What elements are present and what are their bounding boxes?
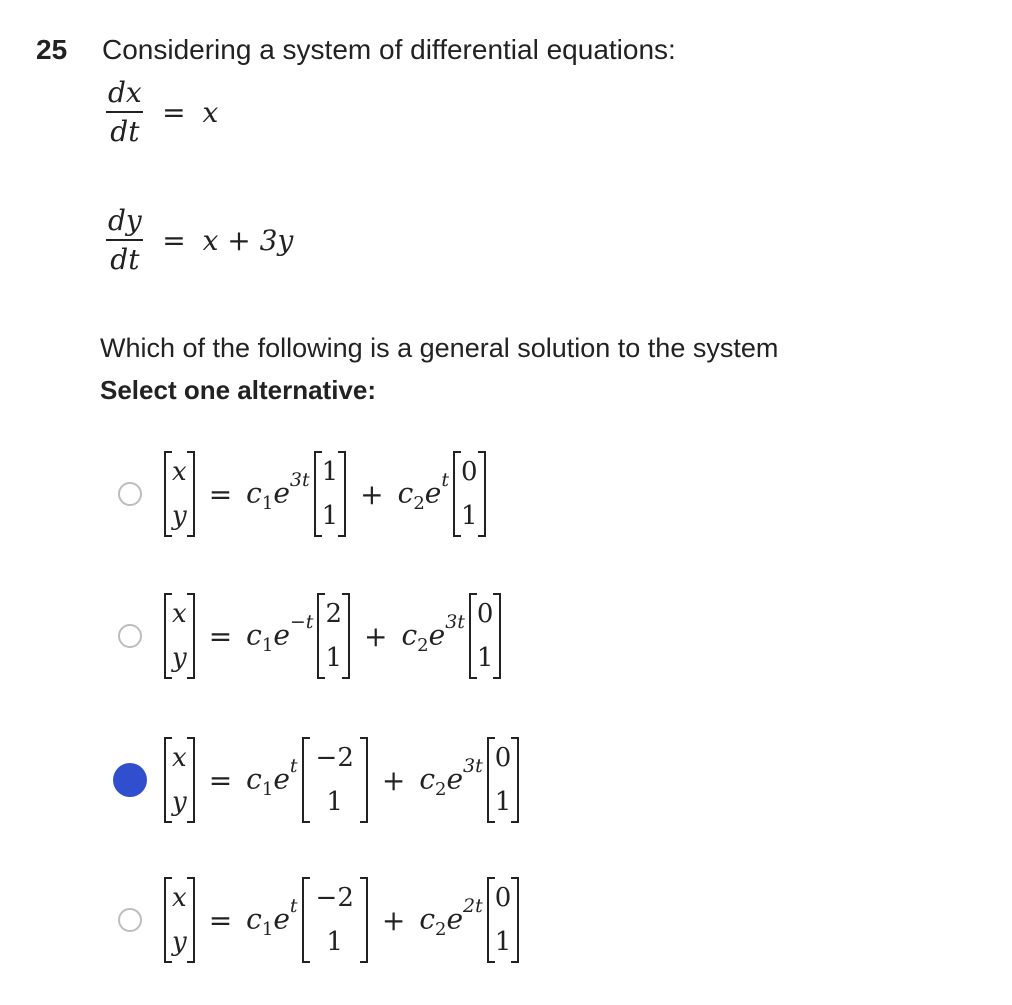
exp-superscript: −t (289, 610, 314, 633)
coef-subscript: 2 (413, 492, 425, 514)
equals-sign: = (162, 95, 186, 129)
vector-entry: 0 (494, 883, 512, 913)
term-2-vector (487, 877, 520, 963)
fraction-dx-dt (104, 76, 146, 148)
answer-option-2[interactable] (118, 586, 501, 686)
coef-subscript: 2 (435, 778, 447, 800)
vector-entry: x (172, 457, 187, 487)
lhs-vector (164, 877, 195, 963)
fraction-dy-dt (104, 204, 146, 276)
vector-entry: 1 (476, 643, 494, 673)
coef-symbol: c (246, 901, 262, 935)
vector-entry: 1 (326, 927, 343, 957)
equals-sign: = (162, 223, 186, 257)
vector-entry: 2 (325, 599, 342, 629)
term-2-coefficient: $c_2e^{3t}$ (419, 754, 483, 800)
fraction-numerator: dx (108, 76, 142, 109)
plus-sign: + (364, 619, 388, 653)
exp-superscript: 3t (463, 754, 483, 777)
term-2-vector (469, 593, 502, 679)
coef-symbol: c (246, 761, 262, 795)
vector-entry: 0 (494, 743, 512, 773)
vector-entry: 1 (321, 457, 339, 487)
vector-entry: x (172, 883, 187, 913)
plus-sign: + (360, 477, 384, 511)
vector-entry: x (172, 743, 187, 773)
vector-entry: x (172, 599, 187, 629)
coef-symbol: c (419, 761, 436, 795)
radio-button[interactable] (118, 624, 142, 648)
vector-entry: 1 (461, 501, 478, 531)
answer-option-1[interactable] (118, 444, 486, 544)
term-1-vector (314, 451, 347, 537)
coef-subscript: 2 (417, 634, 429, 656)
exp-superscript: 3t (289, 468, 310, 491)
equation-rhs-expression: x (202, 95, 219, 129)
coef-subscript: 1 (261, 492, 274, 514)
coef-subscript: 2 (435, 918, 447, 940)
exp-superscript: 3t (445, 610, 465, 633)
question-title: Considering a system of differential equations: (102, 34, 676, 65)
term-2-vector (453, 451, 486, 537)
radio-button[interactable] (118, 908, 142, 932)
answer-option-3[interactable] (118, 730, 519, 830)
equation-rhs-expression: x + 3y (202, 223, 294, 257)
coef-symbol: c (246, 475, 262, 509)
radio-button-selected[interactable] (113, 763, 147, 797)
equals-sign: = (208, 619, 233, 653)
coef-symbol: c (246, 617, 262, 651)
term-1-coefficient: $c_1e^{-t}$ (246, 610, 314, 656)
plus-sign: + (381, 903, 406, 937)
vector-entry: y (172, 787, 187, 817)
term-2-coefficient: $c_2e^{3t}$ (401, 610, 465, 656)
lhs-vector (164, 593, 195, 679)
term-1-vector (317, 593, 350, 679)
equation-rhs (162, 96, 218, 129)
term-1-vector (302, 877, 368, 963)
plus-sign: + (381, 763, 406, 797)
exp-superscript: 2t (463, 894, 483, 917)
fraction-denominator: dt (106, 239, 143, 276)
vector-entry: 1 (325, 643, 342, 673)
answer-option-4[interactable] (118, 870, 519, 970)
vector-entry: −2 (315, 743, 354, 773)
term-1-coefficient: $c_1e^t$ (246, 894, 298, 940)
equation-dy-dt (104, 204, 293, 276)
vector-entry: 1 (494, 927, 512, 957)
lhs-vector (164, 737, 195, 823)
fraction-numerator: dy (108, 204, 142, 237)
vector-entry: −2 (315, 883, 354, 913)
question-number: 25 (36, 34, 68, 65)
term-2-coefficient: $c_2e^{2t}$ (419, 894, 483, 940)
coef-subscript: 1 (261, 634, 274, 656)
question-prompt: Which of the following is a general solution to the system (100, 333, 779, 363)
exp-superscript: t (441, 468, 449, 491)
vector-entry: y (172, 927, 187, 957)
equation-dx-dt (104, 76, 218, 148)
coef-subscript: 1 (261, 918, 274, 940)
vector-entry: y (172, 501, 187, 531)
coef-symbol: c (419, 901, 436, 935)
vector-entry: 1 (326, 787, 343, 817)
fraction-denominator: dt (106, 111, 143, 148)
term-2-vector (487, 737, 520, 823)
term-2-coefficient: $c_2e^t$ (397, 468, 449, 514)
vector-entry: 0 (476, 599, 494, 629)
exp-superscript: t (289, 894, 298, 917)
radio-button[interactable] (118, 482, 142, 506)
lhs-vector (164, 451, 195, 537)
exp-superscript: t (289, 754, 298, 777)
vector-entry: 0 (461, 457, 478, 487)
coef-subscript: 1 (261, 778, 274, 800)
equation-rhs (162, 224, 293, 257)
coef-symbol: c (401, 617, 418, 651)
term-1-coefficient: $c_1e^{3t}$ (246, 468, 310, 514)
term-1-coefficient: $c_1e^t$ (246, 754, 298, 800)
vector-entry: 1 (321, 501, 339, 531)
equals-sign: = (208, 903, 233, 937)
term-1-vector (302, 737, 368, 823)
equals-sign: = (208, 477, 233, 511)
coef-symbol: c (397, 475, 414, 509)
equals-sign: = (208, 763, 233, 797)
vector-entry: 1 (494, 787, 512, 817)
vector-entry: y (172, 643, 187, 673)
select-instruction: Select one alternative: (100, 375, 376, 405)
